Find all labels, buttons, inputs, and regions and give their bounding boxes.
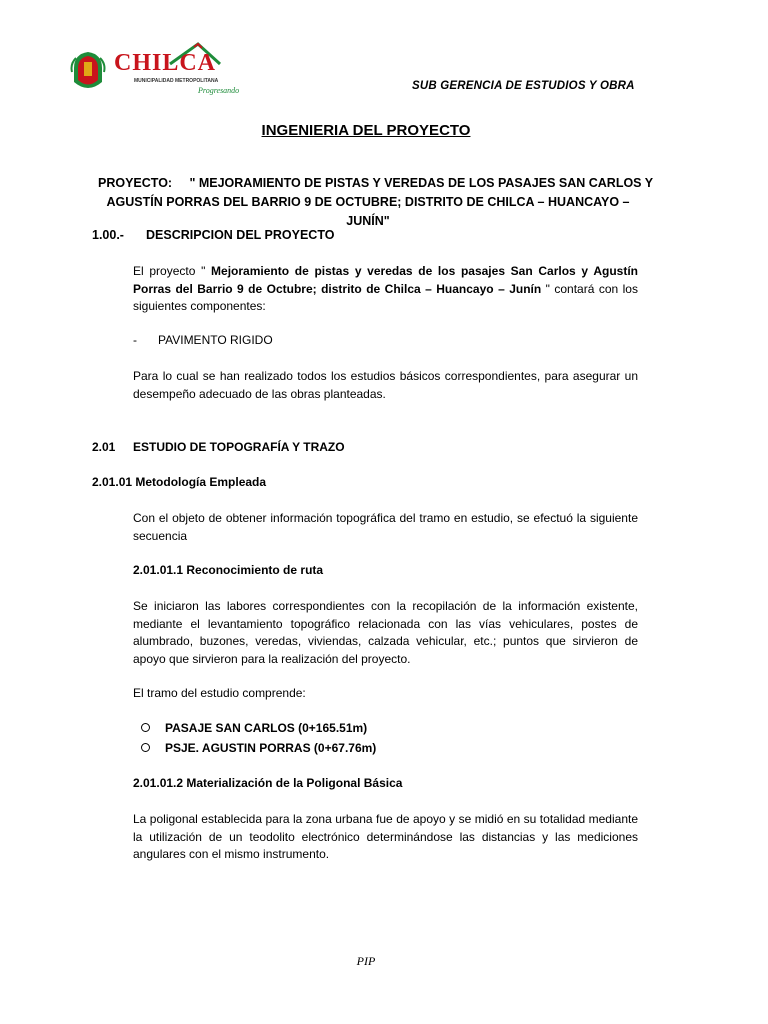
section1-heading xyxy=(92,228,334,242)
subsection-poligonal: 2.01.01.2 Materialización de la Poligonal Básica xyxy=(133,776,403,790)
intro-suffix: " contará con los siguientes componentes: xyxy=(133,281,638,313)
component-label: PAVIMENTO RIGIDO xyxy=(158,333,273,347)
section1-number: 1.00.- xyxy=(92,228,124,242)
tramo-intro: El tramo del estudio comprende: xyxy=(133,686,306,700)
logo-brand-name: CHILCA xyxy=(114,50,217,76)
municipality-logo xyxy=(70,42,250,104)
office-name: SUB GERENCIA DE ESTUDIOS Y OBRA xyxy=(412,80,635,92)
component-item xyxy=(133,333,273,347)
logo-subtitle: MUNICIPALIDAD METROPOLITANA xyxy=(134,78,219,84)
tramo-item xyxy=(141,741,376,755)
circle-bullet-icon xyxy=(141,743,150,752)
section1-intro xyxy=(133,263,638,316)
logo-tagline: Progresando xyxy=(198,86,240,95)
section2-title: ESTUDIO DE TOPOGRAFÍA Y TRAZO xyxy=(133,440,345,454)
section2-heading xyxy=(92,440,345,454)
project-title-line1: PROYECTO: " MEJORAMIENTO DE PISTAS Y VEREDAS DE LOS PASAJES SAN CARLOS Y xyxy=(98,176,654,190)
metodologia-text: Con el objeto de obtener información topográfica del tramo en estudio, se efectuó la siguiente secuencia xyxy=(133,511,638,543)
reconocimiento-text: Se iniciaron las labores correspondientes con la recopilación de la información existente, mediante el levantamiento topográfico relacionada con las vías vehiculares, postes de alumbrado, buzones, veredas, viviendas, calzada vehicular, etc.; puntos que sirvieron de apoyo que sirvieron para la realización del proyecto. xyxy=(133,599,638,666)
subsection-reconocimiento: 2.01.01.1 Reconocimiento de ruta xyxy=(133,563,324,577)
poligonal-text: La poligonal establecida para la zona urbana fue de apoyo y se midió en su totalidad mediante la utilización de un teodolito electrónico determinándose las distancias y las mediciones angulares con el mismo instrumento. xyxy=(133,812,638,861)
section1-title: DESCRIPCION DEL PROYECTO xyxy=(146,228,335,242)
section1-closing: Para lo cual se han realizado todos los estudios básicos correspondientes, para asegurar un desempeño adecuado de las obras planteadas. xyxy=(133,369,638,401)
subsection-metodologia: 2.01.01 Metodología Empleada xyxy=(92,475,267,489)
tramo-label: PSJE. AGUSTIN PORRAS (0+67.76m) xyxy=(165,741,377,755)
circle-bullet-icon xyxy=(141,723,150,732)
footer-mark: PIP xyxy=(356,954,376,968)
section2-number: 2.01 xyxy=(92,440,116,454)
crest-icon xyxy=(72,52,105,88)
component-dash: - xyxy=(133,333,137,347)
intro-project-name: Mejoramiento de pistas y veredas de los pasajes San Carlos y Agustín Porras del Barrio 9 de Octubre; distrito de Chilca – Huancayo – Junín xyxy=(133,264,638,296)
tramo-label: PASAJE SAN CARLOS (0+165.51m) xyxy=(165,721,368,735)
intro-prefix: El proyecto " xyxy=(133,264,206,278)
page-title: INGENIERIA DEL PROYECTO xyxy=(261,122,471,139)
project-title-line2: AGUSTÍN PORRAS DEL BARRIO 9 DE OCTUBRE; DISTRITO DE CHILCA – HUANCAYO – JUNÍN" xyxy=(106,195,630,228)
project-title xyxy=(98,174,654,231)
tramo-item xyxy=(141,721,367,735)
